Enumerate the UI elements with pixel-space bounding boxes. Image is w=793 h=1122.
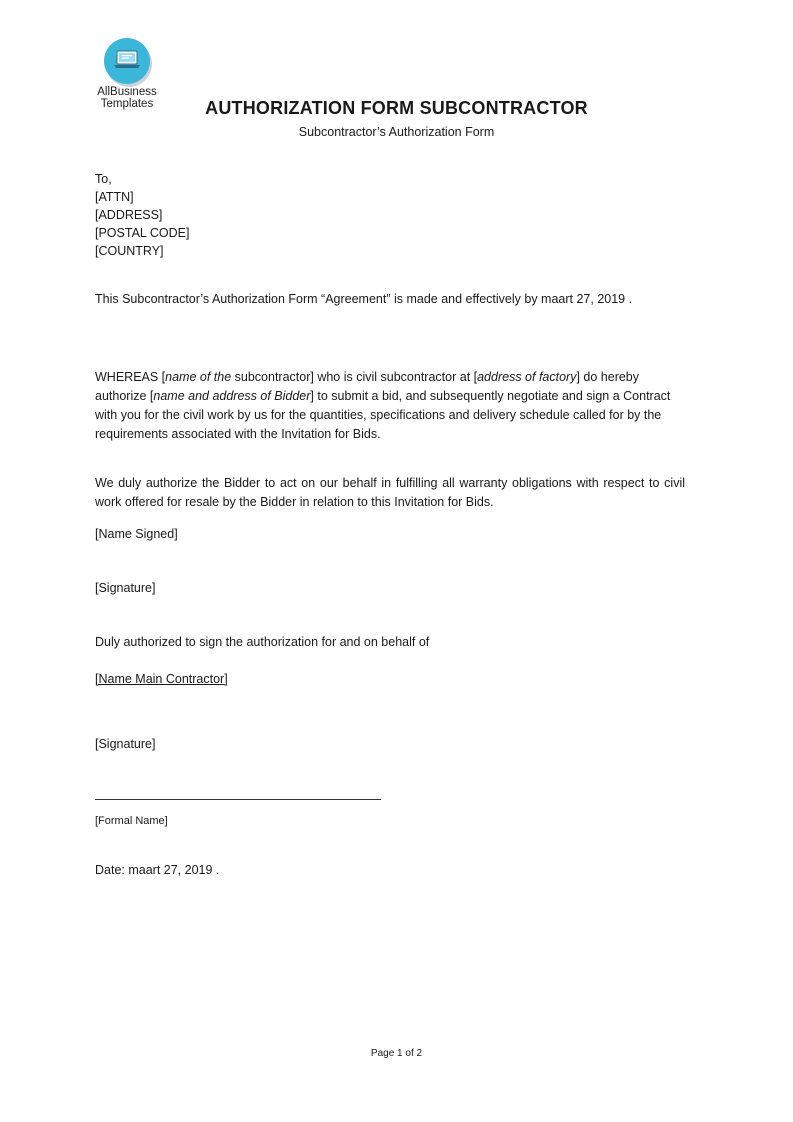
address-postal: [POSTAL CODE]: [95, 226, 190, 240]
agreement-paragraph: This Subcontractor’s Authorization Form “Agreement” is made and effectively by maart 27, 2019 .: [95, 292, 633, 306]
duly-authorize-paragraph: We duly authorize the Bidder to act on our behalf in fulfilling all warranty obligations with respect to civil work offered for resale by the Bidder in relation to this Invitation for Bids.: [95, 476, 685, 509]
duly-sign-line: Duly authorized to sign the authorization for and on behalf of: [95, 635, 430, 649]
main-contractor: [Name Main Contractor]: [95, 672, 228, 686]
laptop-icon: [113, 49, 141, 71]
address-address: [ADDRESS]: [95, 208, 163, 222]
address-attn: [ATTN]: [95, 190, 134, 204]
whereas-text-2: subcontractor] who is civil subcontractor at [: [231, 370, 478, 384]
signature-2: [Signature]: [95, 737, 156, 751]
whereas-text-4: ] to submit a bid, and subsequently negotiate and sign a Contract with you for the civil work by us for the quantities, specifications and delivery schedule called for by the requirements associated with the Invitation for Bids.: [95, 389, 671, 441]
whereas-italic-3: name and address of Bidder: [153, 389, 311, 403]
address-to: To,: [95, 172, 112, 186]
logo-line2: Templates: [100, 98, 154, 110]
whereas-italic-1: name of the: [165, 370, 232, 384]
signature-line: [95, 799, 381, 800]
whereas-italic-2: address of factory: [477, 370, 577, 384]
address-country: [COUNTRY]: [95, 244, 164, 258]
address-block: [95, 170, 685, 260]
date-line: Date: maart 27, 2019 .: [95, 863, 220, 877]
whereas-text-1: WHEREAS [: [95, 370, 166, 384]
whereas-paragraph: [95, 368, 685, 444]
logo-line1: AllBusiness: [97, 86, 157, 98]
document-subtitle: Subcontractor’s Authorization Form: [298, 125, 495, 139]
formal-name: [Formal Name]: [95, 815, 168, 827]
document-title: AUTHORIZATION FORM SUBCONTRACTOR: [205, 98, 588, 118]
signature-1: [Signature]: [95, 581, 156, 595]
page-number: Page 1 of 2: [370, 1048, 423, 1059]
whereas-text-3: ] do hereby authorize [: [95, 370, 640, 403]
logo-circle: [104, 38, 150, 84]
name-signed: [Name Signed]: [95, 527, 178, 541]
